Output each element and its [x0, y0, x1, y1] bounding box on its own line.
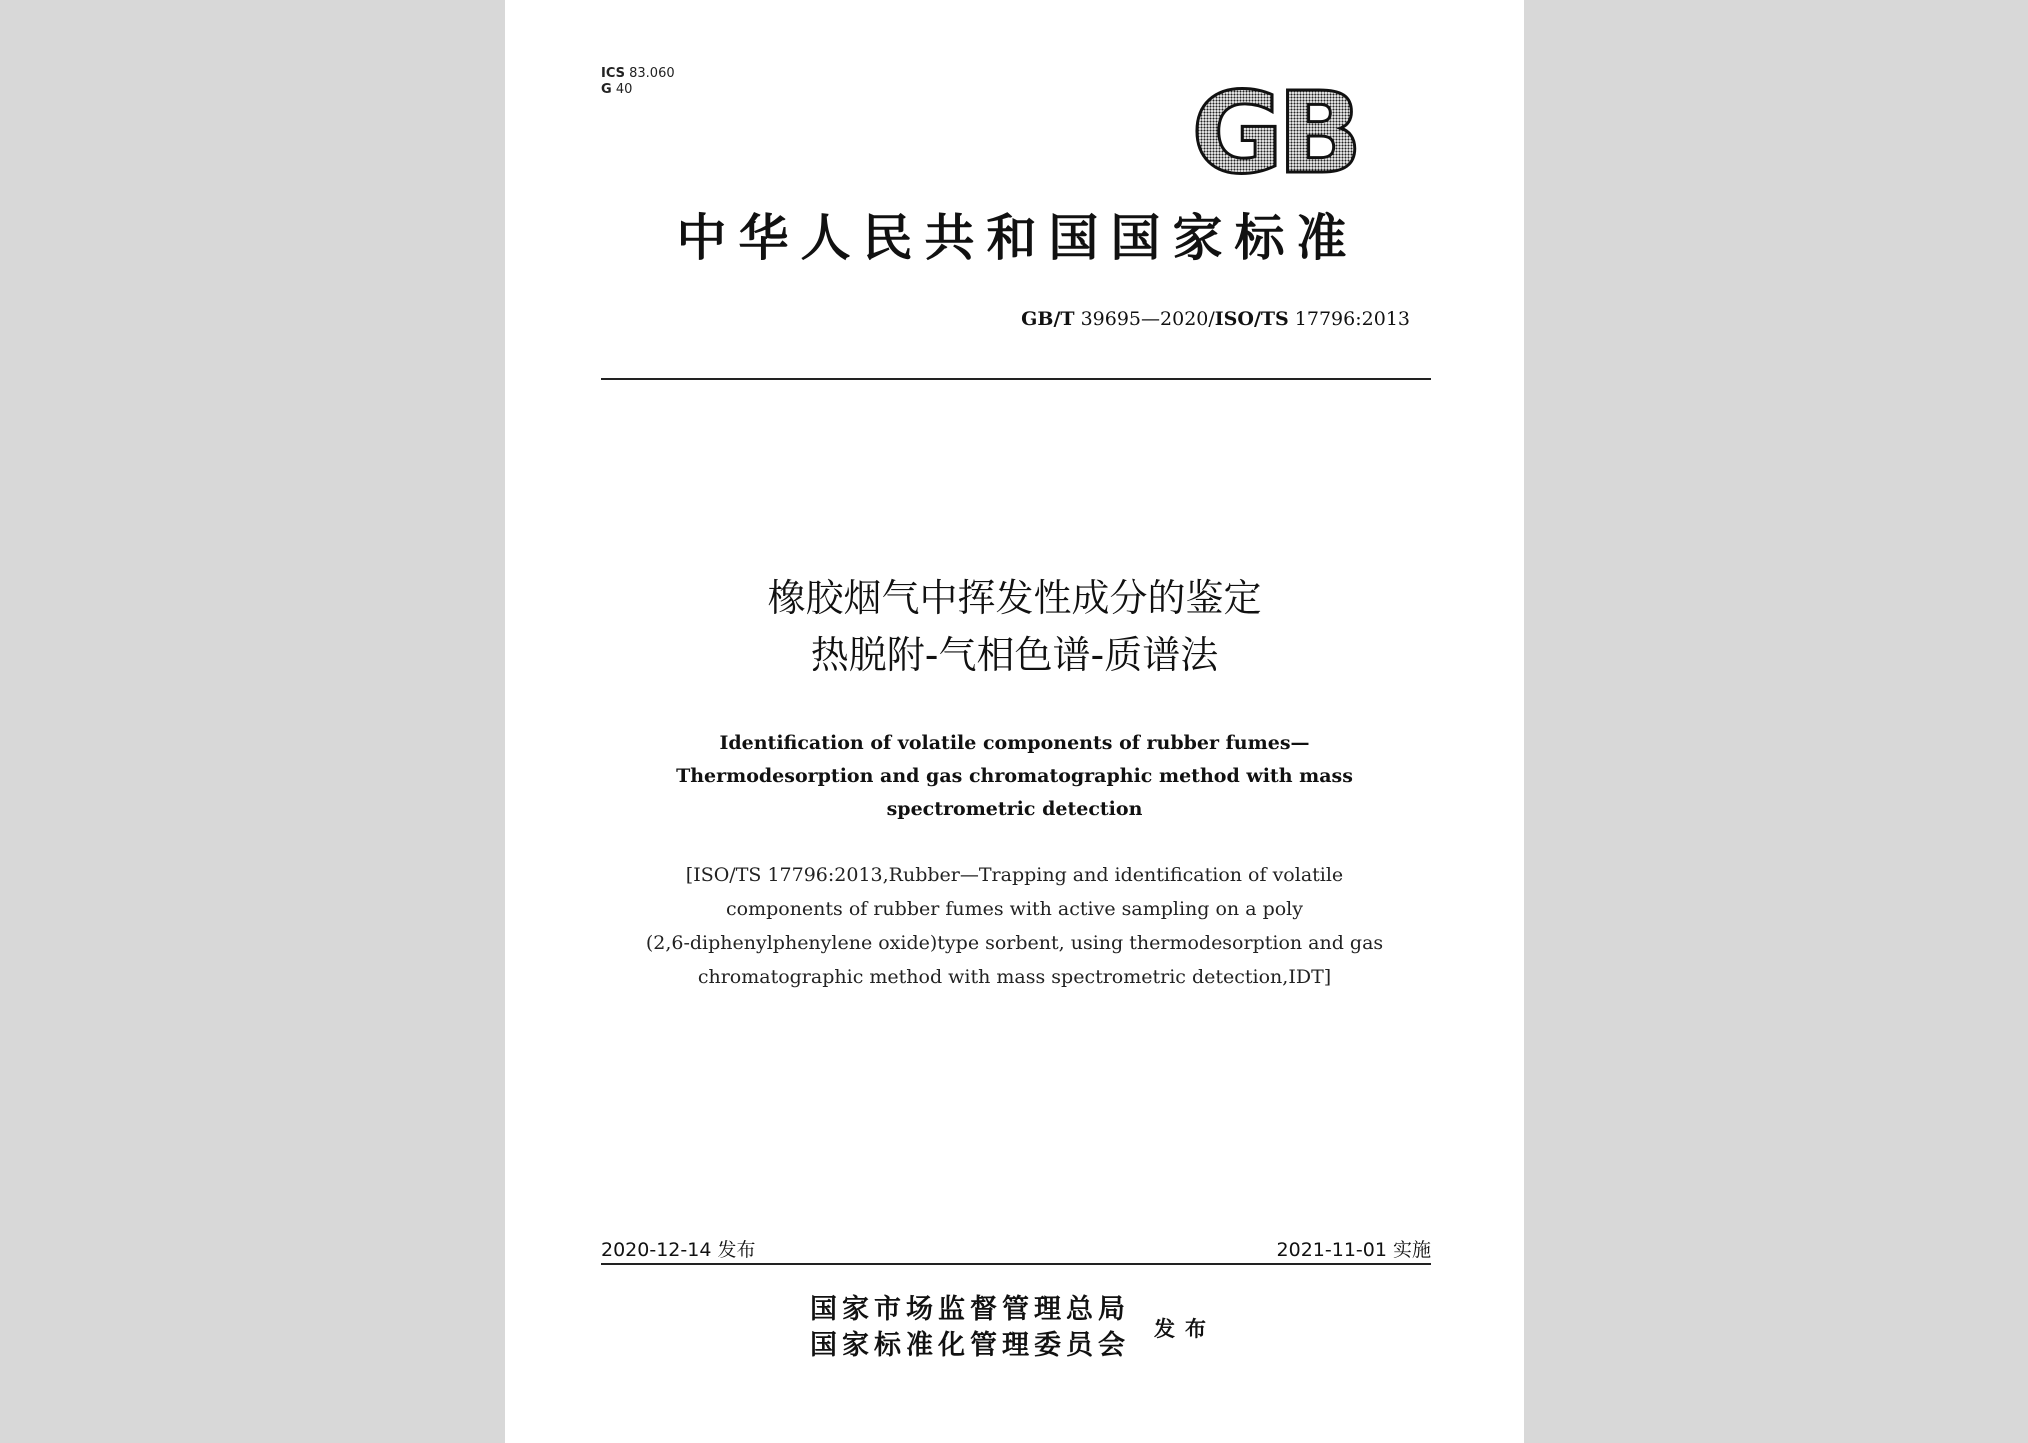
- iso-reference-line-1: [ISO/TS 17796:2013,Rubber—Trapping and identification of volatile: [685, 864, 1344, 886]
- top-rule: [601, 378, 1431, 380]
- english-title-line-3: spectrometric detection: [886, 798, 1143, 820]
- ccs-label: G: [601, 82, 612, 97]
- issuer-list: [810, 1292, 1130, 1364]
- gb-logo: [1170, 78, 1378, 184]
- iso-reference-line-4: chromatographic method with mass spectrometric detection,IDT]: [697, 966, 1332, 988]
- standard-number: [1021, 308, 1410, 330]
- ccs-code: [601, 82, 675, 98]
- classification-codes: [601, 66, 675, 98]
- english-title-line-2: Thermodesorption and gas chromatographic method with mass: [676, 765, 1353, 787]
- english-title: [505, 727, 1524, 826]
- dates-row: [601, 1235, 1431, 1262]
- ics-label: ICS: [601, 66, 625, 81]
- document-page: [505, 0, 1524, 1443]
- iso-number: 17796:2013: [1294, 308, 1410, 330]
- gb-logo-text: GB: [1191, 78, 1357, 184]
- iso-reference-line-2: components of rubber fumes with active sampling on a poly: [726, 898, 1303, 920]
- gb-number: 39695—2020/: [1080, 308, 1215, 330]
- chinese-title-line-1: 橡胶烟气中挥发性成分的鉴定: [767, 576, 1262, 620]
- issuing-authorities: [810, 1292, 1216, 1364]
- implementation-date: 2021-11-01 实施: [1276, 1239, 1431, 1261]
- iso-prefix: ISO/TS: [1214, 308, 1289, 330]
- chinese-title: [505, 570, 1524, 684]
- ccs-value: 40: [615, 82, 633, 97]
- issuer-sac: 国家标准化管理委员会: [810, 1330, 1130, 1361]
- bottom-rule: [601, 1263, 1431, 1265]
- ics-value: 83.060: [629, 66, 675, 81]
- ics-code: [601, 66, 675, 82]
- iso-reference: [505, 858, 1524, 994]
- issuer-samr: 国家市场监督管理总局: [810, 1294, 1130, 1325]
- english-title-line-1: Identification of volatile components of rubber fumes—: [719, 732, 1310, 754]
- national-standard-title: 中华人民共和国国家标准: [676, 209, 1359, 267]
- issue-date: 2020-12-14 发布: [601, 1239, 756, 1261]
- publish-label: 发布: [1154, 1317, 1216, 1341]
- gb-prefix: GB/T: [1021, 308, 1075, 330]
- chinese-title-line-2: 热脱附-气相色谱-质谱法: [810, 633, 1219, 677]
- iso-reference-line-3: (2,6-diphenylphenylene oxide)type sorbent, using thermodesorption and gas: [645, 932, 1384, 954]
